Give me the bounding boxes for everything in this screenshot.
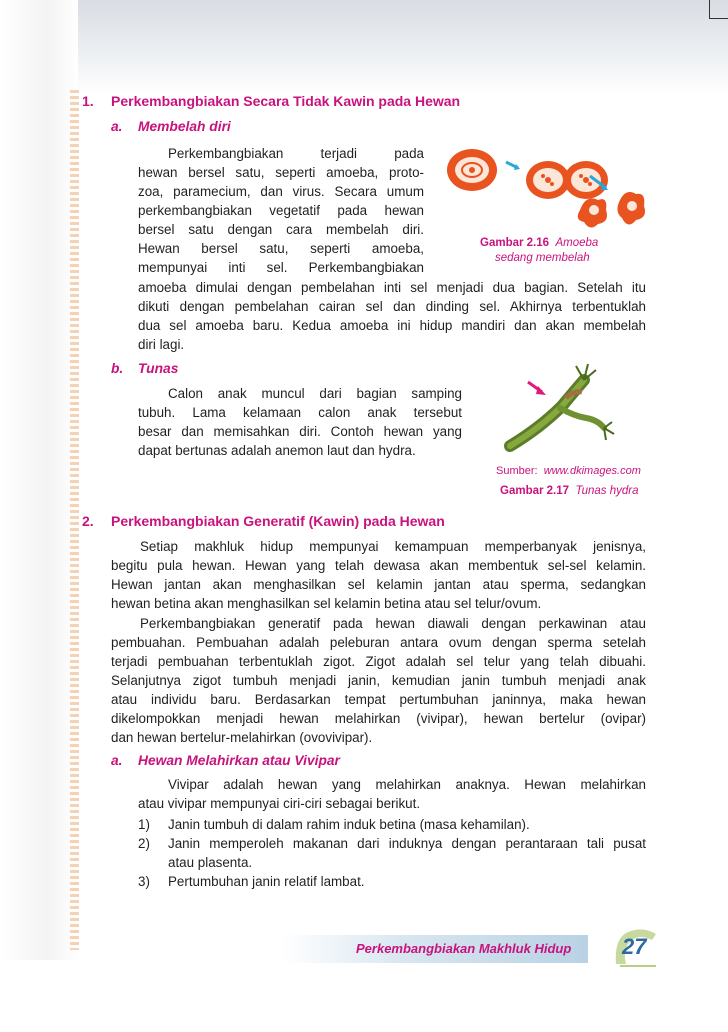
figure217-label: Gambar 2.17 [500, 485, 570, 497]
text-line: atau individu baru. Berdasarkan tempat pertumbuhan janinnya, maka hewan [111, 692, 646, 707]
text-line: diri lagi. [138, 337, 185, 352]
figure217-source [496, 465, 641, 477]
left-margin-band [0, 0, 78, 960]
figure217-caption [500, 485, 639, 497]
text-line: begitu pula hewan. Hewan yang telah dewasa akan membentuk sel-sel kelamin. [111, 558, 646, 573]
text-line: besar dan memisahkan diri. Contoh hewan yang [138, 424, 462, 439]
section1b-title: Tunas [138, 361, 179, 376]
corner-mark [709, 0, 728, 19]
text-line: dapat bertunas adalah anemon laut dan hydra. [138, 443, 416, 458]
list-item-number: 2) [138, 836, 150, 851]
list-item: Janin memperoleh makanan dari induknya dengan perantaraan tali pusat [168, 836, 646, 851]
text-line: dan hewan bertelur-melahirkan (ovovivipar). [111, 730, 373, 745]
figure217-caption-text: Tunas hydra [575, 485, 639, 497]
text-line: Selanjutnya zigot tumbuh menjadi janin, kemudian janin tumbuh menjadi anak [111, 673, 646, 688]
text-line: Vivipar adalah hewan yang melahirkan anaknya. Hewan melahirkan [168, 777, 646, 792]
section2a-letter: a. [111, 753, 123, 768]
text-line: terjadi pembuahan terbentuklah zigot. Zigot adalah sel telur yang telah dibuahi. [111, 654, 646, 669]
figure217-source-label: Sumber: [496, 465, 538, 477]
page-number: 27 [622, 934, 647, 959]
list-item-number: 3) [138, 874, 150, 889]
figure216-caption-line1: Amoeba [555, 237, 599, 249]
figure216-label: Gambar 2.16 [480, 237, 550, 249]
left-decorative-strip [70, 90, 79, 950]
text-line: Hewan jantan akan menghasilkan sel kelamin jantan atau sperma, sedangkan [111, 577, 646, 592]
text-line: atau vivipar mempunyai ciri-ciri sebagai berikut. [138, 796, 421, 811]
text-line: Perkembangbiakan terjadi pada [168, 146, 424, 161]
text-line: hewan betina akan menghasilkan sel kelamin betina atau sel telur/ovum. [111, 596, 542, 611]
section1b-letter: b. [111, 361, 124, 376]
text-line: Hewan bersel satu, seperti amoeba, [138, 241, 424, 256]
section2-title: Perkembangbiakan Generatif (Kawin) pada Hewan [111, 513, 445, 529]
text-line: dikelompokkan menjadi hewan melahirkan (vivipar), hewan bertelur (ovipar) [111, 711, 646, 726]
text-line: dua sel amoeba baru. Kedua amoeba ini hidup mandiri dan akan membelah [138, 318, 646, 333]
text-line: perkembangbiakan vegetatif pada hewan [138, 203, 424, 218]
figure217-source-url: www.dkimages.com [543, 465, 641, 477]
amoeba-division-illustration [440, 140, 660, 240]
text-line: dikuti dengan pembelahan cairan sel dan dinding sel. Akhirnya terbentuklah [138, 299, 646, 314]
text-line: Perkembangbiakan generatif pada hewan diawali dengan perkawinan atau [140, 616, 646, 631]
figure216-caption [480, 237, 598, 249]
section2-number: 2. [82, 513, 94, 529]
section1a-title: Membelah diri [138, 119, 231, 134]
text-line: tubuh. Lama kelamaan calon anak tersebut [138, 405, 462, 420]
figure216-caption-2 [495, 252, 590, 264]
text-line: amoeba dimulai dengan pembelahan inti sel menjadi dua bagian. Setelah itu [138, 280, 646, 295]
section1-title: Perkembangbiakan Secara Tidak Kawin pada Hewan [111, 93, 461, 109]
section1-number: 1. [82, 93, 94, 109]
amoeba-cell-icon [447, 149, 497, 191]
list-item-continuation: atau plasenta. [168, 855, 253, 870]
figure216-caption-line2: sedang membelah [495, 252, 590, 264]
text-line: bersel satu dengan cara membelah diri. [138, 222, 424, 237]
section1a-letter: a. [111, 119, 123, 134]
top-gradient [0, 0, 728, 95]
section2a-title: Hewan Melahirkan atau Vivipar [138, 753, 340, 768]
text-line: hewan bersel satu, seperti amoeba, proto- [138, 165, 424, 180]
hydra-budding-photo [500, 358, 630, 458]
list-item: Janin tumbuh di dalam rahim induk betina (masa kehamilan). [168, 817, 530, 832]
list-item-number: 1) [138, 817, 150, 832]
list-item: Pertumbuhan janin relatif lambat. [168, 874, 365, 889]
text-line: Setiap makhluk hidup mempunyai kemampuan memperbanyak jenisnya, [140, 539, 646, 554]
text-line: mempunyai inti sel. Perkembangbiakan [138, 260, 424, 275]
text-line: zoa, paramecium, dan virus. Secara umum [138, 184, 424, 199]
footer-title: Perkembangbiakan Makhluk Hidup [356, 941, 572, 956]
text-line: pembuahan. Pembuahan adalah peleburan antara ovum dengan sperma setelah [111, 635, 646, 650]
text-line: Calon anak muncul dari bagian samping [168, 386, 462, 401]
